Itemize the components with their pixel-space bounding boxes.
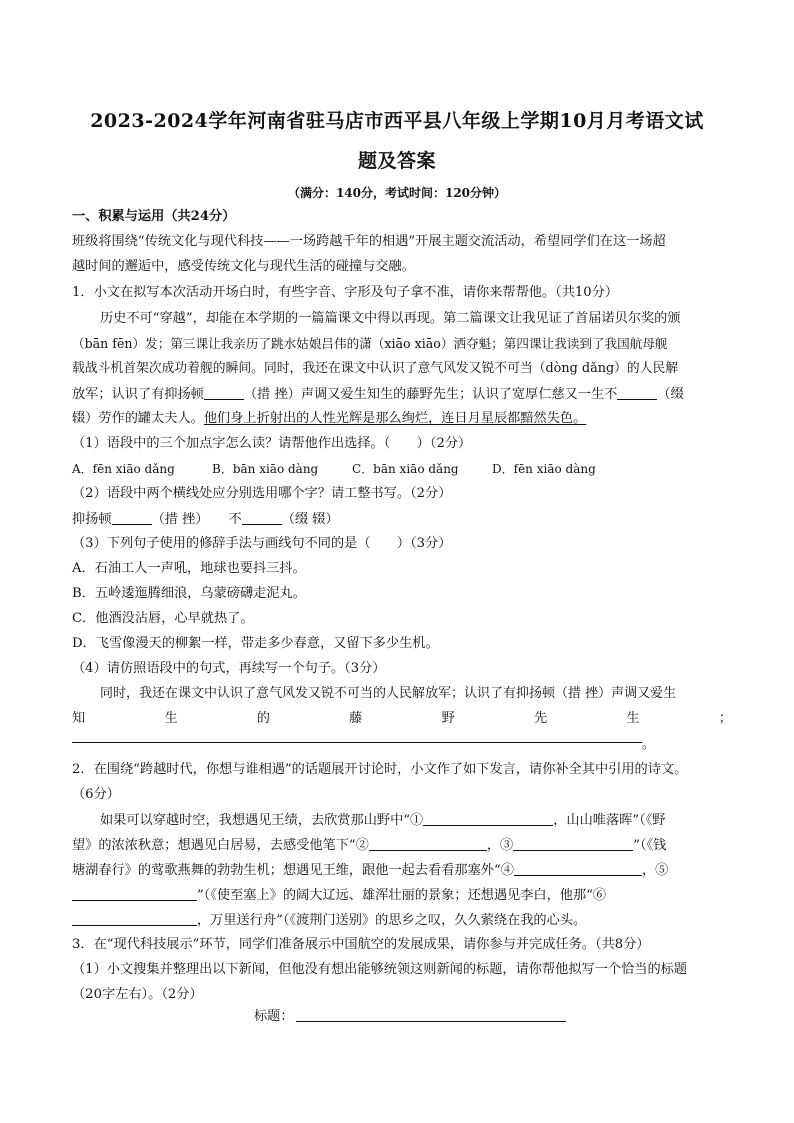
- answer-blank[interactable]: [112, 510, 152, 525]
- text: ”（《使至塞上》的阔大辽远、雄浑壮丽的景象；还想遇见李白，他那“⑥: [197, 888, 607, 903]
- sub-question: （2）语段中两个横线处应分别选用哪个字？请工整书写。（2分）: [72, 486, 452, 501]
- answer-blank-4[interactable]: [514, 861, 642, 876]
- section-intro: 班级将围绕“传统文化与现代科技——一场跨越千年的相遇”开展主题交流活动，希望同学们在这一场超: [72, 234, 666, 249]
- answer-blank[interactable]: [204, 385, 244, 400]
- poem-line: [72, 836, 732, 855]
- answer-label: （措 挫）: [151, 512, 209, 527]
- sub-question: （1）小文搜集并整理出以下新闻，但他没有想出能够统领这则新闻的标题，请你帮他拟写一个恰当的标题: [72, 962, 688, 977]
- sub-question: （20字左右）。（2分）: [72, 987, 203, 1002]
- poem-line: [72, 911, 732, 930]
- answer-label: （缀 辍）: [281, 512, 339, 527]
- answer-blank[interactable]: [617, 385, 657, 400]
- answer-blank-2[interactable]: [369, 836, 487, 851]
- option-b[interactable]: B．bān xiāo dàng: [212, 462, 319, 476]
- sub-question: （1）语段中的三个加点字怎么读？请帮他作出选择。（ ）（2分）: [72, 436, 472, 451]
- sub-question: （4）请仿照语段中的句式，再续写一个句子。（3分）: [72, 661, 386, 676]
- passage-text: 放军；认识了有抑扬顿: [72, 387, 204, 402]
- question-1-stem: 1．小文在拟写本次活动开场白时，有些字音、字形及句子拿不准，请你来帮帮他。（共10分）: [72, 285, 619, 300]
- passage-line: [72, 410, 732, 428]
- text: ，⑤: [641, 863, 669, 878]
- page-title-continued: 题及答案: [357, 150, 436, 172]
- passage-line: 载战斗机首架次成功着舰的瞬间。同时，我还在课文中认识了意气风发又锐不可当（dòng dǎng）的人民解: [72, 361, 679, 376]
- passage-line: （bān fēn）发；第三课让我亲历了跳水姑娘吕伟的潇（xiāo xiāo）洒夺魁；第四课让我读到了我国航母舰: [72, 336, 668, 351]
- option-a[interactable]: A．石油工人一声吼，地球也要抖三抖。: [72, 561, 306, 576]
- char: 藤: [349, 711, 363, 726]
- question-3-stem: 3．在“现代科技展示”环节，同学们准备展示中国航空的发展成果，请你参与并完成任务。（共8分）: [72, 937, 650, 952]
- char: 生: [626, 711, 640, 726]
- text: ，万里送行舟”（《渡荆门送别》的思乡之叹，久久萦绕在我的心头。: [197, 913, 587, 928]
- passage-text: （措 挫）声调又爱生知生的藤野先生；认识了宽厚仁慈又一生不: [243, 387, 618, 402]
- poem-line: [72, 861, 732, 880]
- poem-line: [100, 811, 732, 830]
- answer-line: [72, 510, 732, 529]
- sub-question: （3）下列句子使用的修辞手法与画线句不同的是（ ）（3分）: [72, 536, 452, 551]
- title-label: 标题：: [254, 1009, 294, 1024]
- answer-blank-1[interactable]: [423, 811, 553, 826]
- option-a[interactable]: A．fēn xiāo dǎng: [72, 462, 175, 476]
- text: ，③: [486, 838, 514, 853]
- option-d[interactable]: D．飞雪像漫天的柳絮一样，带走多少春意，又留下多少生机。: [72, 636, 439, 651]
- page-title: 2023-2024学年河南省驻马店市西平县八年级上学期10月月考语文试: [90, 110, 704, 132]
- title-answer-line[interactable]: [296, 1021, 566, 1022]
- writing-line[interactable]: [72, 742, 642, 743]
- char: 知: [72, 711, 86, 726]
- score: （6分）: [72, 787, 120, 802]
- answer-label: 不: [228, 512, 242, 527]
- answer-blank-3[interactable]: [513, 836, 633, 851]
- char: 生: [164, 711, 178, 726]
- section-intro-2: 越时间的邂逅中，感受传统文化与现代生活的碰撞与交融。: [72, 259, 415, 274]
- imitation-text-spread: [72, 710, 732, 728]
- option-c[interactable]: C．他酒没沾唇，心早就热了。: [72, 611, 254, 626]
- passage-text: 辍）劳作的罐太夫人。: [72, 411, 204, 426]
- answer-label: 抑扬顿: [72, 512, 112, 527]
- answer-blank-5[interactable]: [72, 886, 197, 901]
- imitation-text: 同时，我还在课文中认识了意气风发又锐不可当的人民解放军；认识了有抑扬顿（措 挫）声调又爱生: [100, 686, 677, 701]
- passage-line: 历史不可“穿越”，却能在本学期的一篇篇课文中得以再现。第二篇课文让我见证了首届诺贝尔奖的颁: [100, 311, 681, 326]
- poem-line: [72, 886, 732, 905]
- period: 。: [642, 737, 656, 752]
- text: 望》的浓浓秋意；想遇见白居易，去感受他笔下“②: [72, 838, 369, 853]
- option-d[interactable]: D．fēn xiāo dàng: [492, 462, 596, 476]
- question-2-stem: 2．在围绕“跨越时代，你想与谁相遇”的话题展开讨论时，小文作了如下发言，请你补全其中引用的诗文。: [72, 762, 688, 777]
- char: 先: [533, 711, 548, 726]
- passage-text: （缀: [657, 387, 684, 402]
- text: ”（《钱: [633, 838, 667, 853]
- exam-meta: （满分：140分，考试时间：120分钟）: [287, 186, 507, 200]
- underlined-sentence: 他们身上折射出的人性光辉是那么绚烂，连日月星辰都黯然失色。: [203, 411, 587, 426]
- options-row: [72, 460, 732, 478]
- section-heading: 一、积累与运用（共24分）: [72, 209, 236, 224]
- answer-blank[interactable]: [242, 510, 282, 525]
- passage-line: [72, 385, 732, 404]
- char: 野: [441, 711, 455, 726]
- text: ，山山唯落晖”（《野: [553, 813, 666, 828]
- option-c[interactable]: C．bān xiāo dǎng: [352, 462, 459, 476]
- answer-blank-6[interactable]: [72, 911, 197, 926]
- text: 塘湖春行》的莺歌燕舞的勃勃生机；想遇见王维，跟他一起去看看那塞外“④: [72, 863, 514, 878]
- char: ；: [718, 711, 732, 726]
- option-b[interactable]: B．五岭逶迤腾细浪，乌蒙磅礴走泥丸。: [72, 586, 306, 601]
- text: 如果可以穿越时空，我想遇见王绩，去欣赏那山野中“①: [100, 813, 424, 828]
- char: 的: [256, 711, 270, 726]
